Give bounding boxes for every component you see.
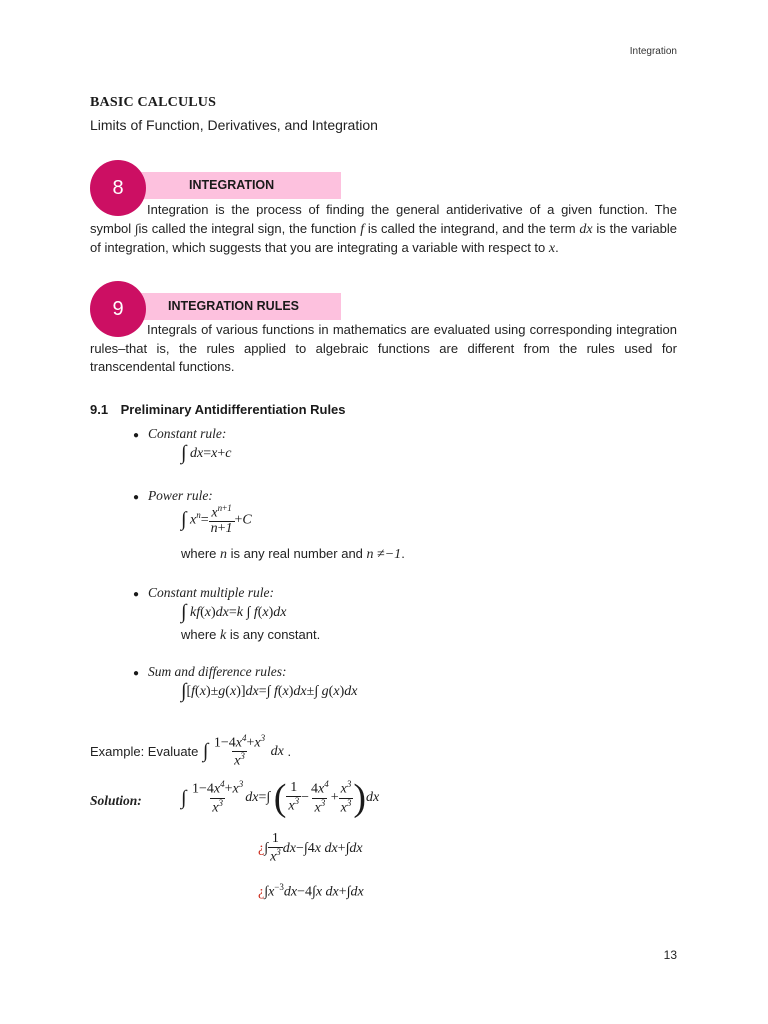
bullet-constant-multiple-rule: ● Constant multiple rule: bbox=[133, 585, 274, 600]
bullet-sum-difference-rule: ● Sum and difference rules: bbox=[133, 664, 287, 679]
formula-constant-rule: ∫ dx=x+c bbox=[181, 442, 232, 464]
page-number: 13 bbox=[663, 948, 677, 962]
section-9-number: 9 bbox=[90, 281, 146, 337]
solution-step-1: ∫ $\frac{1-4x^4+x^3}{x^3}$ dx =∫ ( $\frac{1}{x^3}$ − $\frac{4x^4}{x^3}$ + $\frac{x^3}{x^3}$ ) dx bbox=[181, 777, 380, 819]
subsection-heading: 9.1 Preliminary Antidifferentiation Rules bbox=[90, 402, 346, 417]
section-8-paragraph: Integration is the process of finding the general antiderivative of a given function. The symbol ∫is called the integral sign, the function f is called the integrand, and the term dx is the variable of integration, which suggests that you are integrating a variable with respect to x. bbox=[90, 202, 677, 256]
power-rule-note: where n is any real number and n ≠−1. bbox=[181, 546, 405, 562]
section-9-title: INTEGRATION RULES bbox=[168, 299, 300, 313]
course-subtitle: Limits of Function, Derivatives, and Integration bbox=[90, 117, 378, 133]
section-9-paragraph: Integrals of various functions in mathematics are evaluated using corresponding integration rules–that is, the rules applied to algebraic functions are different from the rules used for transcendental functions. bbox=[90, 322, 677, 374]
bullet-power-rule: ● Power rule: bbox=[133, 488, 213, 503]
section-8-title: INTEGRATION bbox=[189, 178, 275, 192]
bullet-constant-rule: ● Constant rule: bbox=[133, 426, 227, 441]
running-header: Integration bbox=[629, 46, 677, 57]
formula-power-rule: ∫ $x^n=$ $\frac{x^{n+1}}{n+1}$ +C bbox=[181, 503, 252, 537]
solution-step-3: ¿$\int x^{-3}dx-4\int x$ dx+∫dx bbox=[258, 882, 364, 900]
example-statement: Example: Evaluate ∫ $\frac{1-4x^4+x^3}{x^3}$ dx . bbox=[90, 733, 292, 769]
formula-sum-difference-rule: ∫[f(x)±g(x)]dx=∫ f(x)dx±∫ g(x)dx bbox=[181, 680, 358, 702]
solution-label: Solution: bbox=[90, 793, 142, 808]
section-8-number: 8 bbox=[90, 160, 146, 216]
course-title: BASIC CALCULUS bbox=[90, 95, 217, 110]
solution-step-2: ¿ ∫ $\frac{1}{x^3}$ dx −∫4 x dx +∫ dx bbox=[258, 831, 363, 865]
constant-multiple-note: where k is any constant. bbox=[181, 627, 321, 643]
formula-constant-multiple-rule: ∫ kf(x)dx=k ∫ f(x)dx bbox=[181, 601, 287, 623]
